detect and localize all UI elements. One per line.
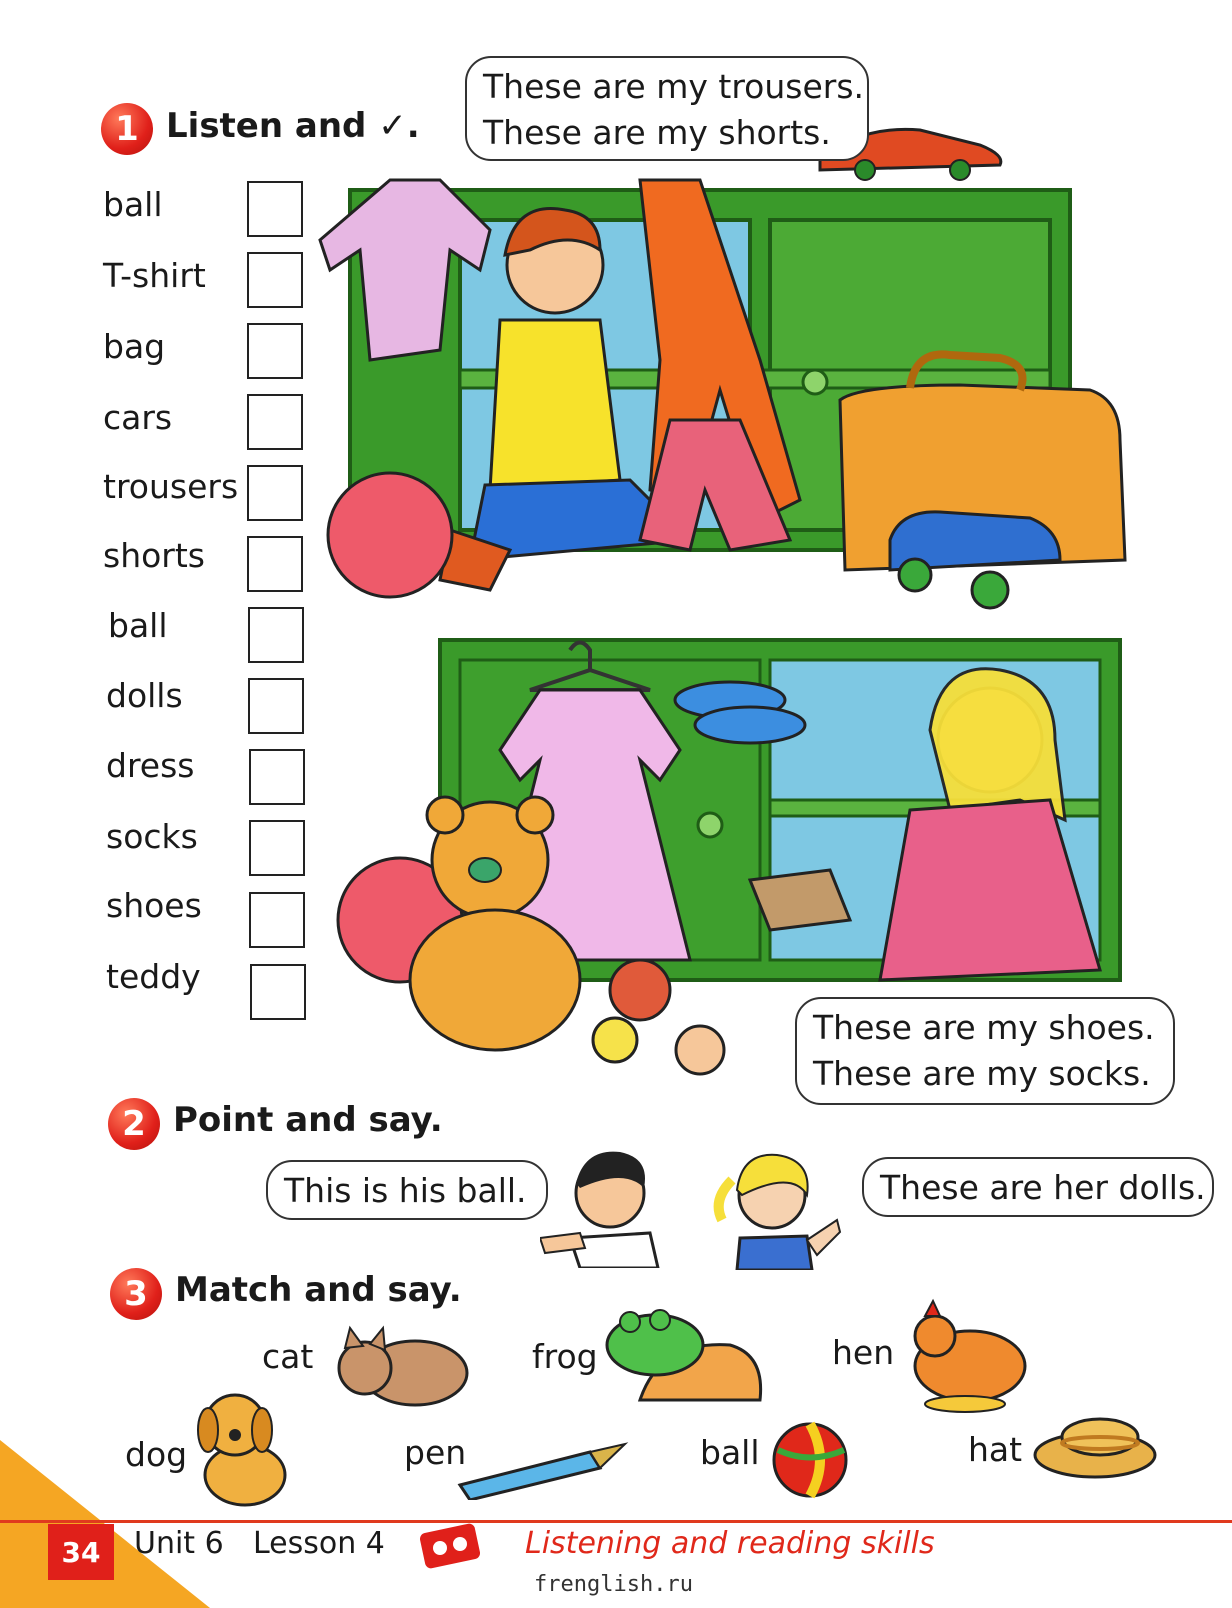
- hat-picture: [1030, 1405, 1160, 1490]
- footer-skills: Listening and reading skills: [525, 1526, 935, 1561]
- cassette-icon: [418, 1522, 482, 1570]
- checklist-word: dolls: [106, 676, 183, 715]
- match-word-cat: cat: [262, 1337, 314, 1376]
- footer-unit: Unit 6: [134, 1526, 224, 1561]
- match-word-dog: dog: [125, 1435, 188, 1474]
- watermark: frenglish.ru: [534, 1572, 693, 1597]
- boy-pointing-illustration: [540, 1138, 660, 1268]
- checkbox-bag[interactable]: [247, 323, 303, 379]
- checkbox-dolls[interactable]: [248, 678, 304, 734]
- his-ball-speech-bubble: [266, 1160, 548, 1220]
- bubble-line: These are my shoes.: [813, 1008, 1155, 1047]
- checklist-word: T-shirt: [103, 256, 206, 295]
- checklist-word: bag: [103, 327, 166, 366]
- checkbox-shorts[interactable]: [247, 536, 303, 592]
- frog-picture: [600, 1300, 770, 1410]
- girl-pointing-illustration: [712, 1140, 842, 1270]
- footer-lesson: Lesson 4: [253, 1526, 385, 1561]
- boy-cupboard-illustration: [300, 120, 1160, 640]
- checklist-word: ball: [103, 185, 163, 224]
- checklist-word: shorts: [103, 536, 205, 575]
- match-word-pen: pen: [404, 1433, 467, 1472]
- checklist-word: teddy: [106, 957, 201, 996]
- checkbox-t-shirt[interactable]: [247, 252, 303, 308]
- exercise-3-number-badge: 3: [110, 1268, 162, 1320]
- cat-picture: [325, 1318, 470, 1408]
- boy-speech-bubble: [465, 56, 869, 161]
- checkbox-trousers[interactable]: [247, 465, 303, 521]
- checkbox-cars[interactable]: [247, 394, 303, 450]
- exercise-1-title: Listen and ✓.: [166, 106, 420, 146]
- checkbox-dress[interactable]: [249, 749, 305, 805]
- checkbox-ball-2[interactable]: [248, 607, 304, 663]
- match-word-frog: frog: [532, 1337, 598, 1376]
- match-word-hat: hat: [968, 1430, 1023, 1469]
- ball-picture: [770, 1420, 850, 1500]
- checkbox-ball[interactable]: [247, 181, 303, 237]
- bubble-text: These are her dolls.: [880, 1168, 1206, 1207]
- match-word-ball: ball: [700, 1433, 760, 1472]
- checkbox-shoes[interactable]: [249, 892, 305, 948]
- checklist-word: ball: [108, 606, 168, 645]
- exercise-1-number-badge: 1: [101, 103, 153, 155]
- girl-speech-bubble: [795, 997, 1175, 1105]
- bubble-line: These are my trousers.: [483, 67, 865, 106]
- checkbox-teddy[interactable]: [250, 964, 306, 1020]
- bubble-text: This is his ball.: [284, 1171, 527, 1210]
- bubble-line: These are my socks.: [813, 1054, 1151, 1093]
- checklist-word: cars: [103, 398, 173, 437]
- page-number: 34: [48, 1524, 114, 1580]
- exercise-3-title: Match and say.: [175, 1270, 462, 1310]
- match-word-hen: hen: [832, 1333, 895, 1372]
- her-dolls-speech-bubble: [862, 1157, 1214, 1217]
- checklist-word: dress: [106, 746, 195, 785]
- footer-corner-decoration: [0, 1440, 230, 1608]
- footer-divider: [0, 1520, 1232, 1523]
- bubble-line: These are my shorts.: [483, 113, 831, 152]
- pen-picture: [455, 1440, 630, 1500]
- exercise-2-title: Point and say.: [173, 1100, 443, 1140]
- exercise-2-number-badge: 2: [108, 1098, 160, 1150]
- checklist-word: trousers: [103, 467, 239, 506]
- checklist-word: socks: [106, 817, 198, 856]
- checkbox-socks[interactable]: [249, 820, 305, 876]
- checklist-word: shoes: [106, 886, 202, 925]
- hen-picture: [895, 1296, 1035, 1416]
